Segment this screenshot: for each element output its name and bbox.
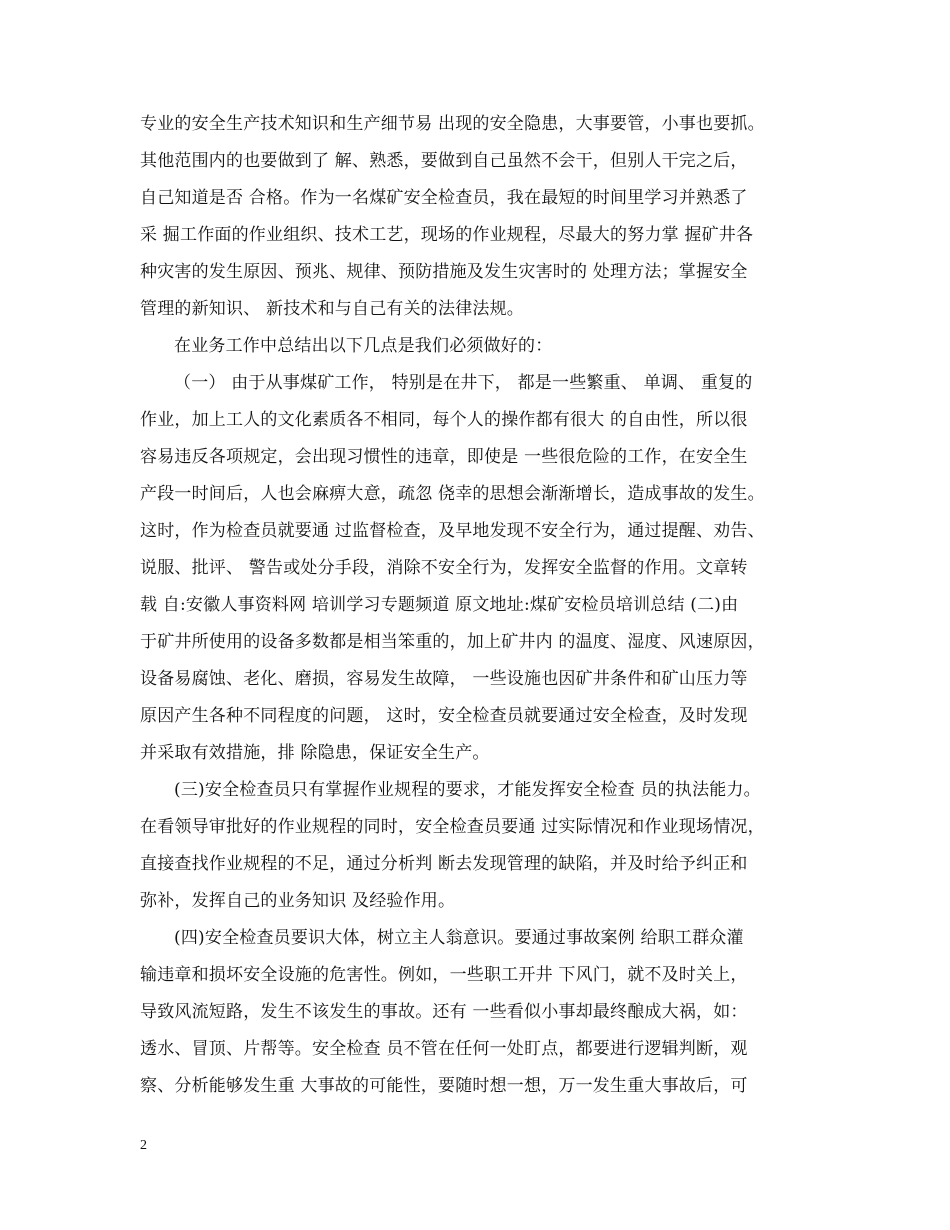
text-line: 种灾害的发生原因、预兆、规律、预防措施及发生灾害时的 处理方法；掌握安全: [140, 262, 748, 282]
text-line: 容易违反各项规定，会出现习惯性的违章，即使是 一些很危险的工作，在安全生: [140, 447, 748, 467]
text-line: 在业务工作中总结出以下几点是我们必须做好的：: [174, 336, 553, 356]
text-line: 设备易腐蚀、老化、磨损，容易发生故障， 一些设施也因矿井条件和矿山压力等: [140, 669, 748, 689]
text-line: 输违章和损坏安全设施的危害性。例如，一些职工开井 下风门，就不及时关上，: [140, 965, 748, 985]
text-line: 说服、批评、 警告或处分手段，消除不安全行为，发挥安全监督的作用。文章转: [140, 558, 748, 578]
text-line: 管理的新知识、 新技术和与自己有关的法律法规。: [140, 299, 525, 319]
text-line: 于矿井所使用的设备多数都是相当笨重的，加上矿井内 的温度、湿度、风速原因，: [140, 632, 765, 652]
text-line: 其他范围内的也要做到了 解、熟悉，要做到自己虽然不会干，但别人干完之后，: [140, 151, 748, 171]
text-line: (四)安全检查员要识大体，树立主人翁意识。要通过事故案例 给职工群众灌: [174, 928, 744, 948]
text-line: 自己知道是否 合格。作为一名煤矿安全检查员，我在最短的时间里学习并熟悉了: [140, 188, 748, 208]
page-number: 2: [140, 1138, 147, 1153]
text-line: 这时，作为检查员就要通 过监督检查，及早地发现不安全行为，通过提醒、劝告、: [140, 521, 765, 541]
text-line: 并采取有效措施，排 除隐患，保证安全生产。: [140, 743, 490, 763]
text-line: 直接查找作业规程的不足，通过分析判 断去发现管理的缺陷，并及时给予纠正和: [140, 854, 748, 874]
text-line: 载 自:安徽人事资料网 培训学习专题频道 原文地址:煤矿安检员培训总结 (二)由: [140, 595, 739, 615]
text-line: 作业，加上工人的文化素质各不相同，每个人的操作都有很大 的自由性，所以很: [140, 410, 748, 430]
text-line: 产段一时间后，人也会麻痹大意，疏忽 侥幸的思想会渐渐增长，造成事故的发生。: [140, 484, 765, 504]
text-line: 察、分析能够发生重 大事故的可能性，要随时想一想，万一发生重大事故后，可: [140, 1076, 748, 1096]
text-line: 专业的安全生产技术知识和生产细节易 出现的安全隐患，大事要管，小事也要抓。: [140, 114, 765, 134]
text-line: 弥补，发挥自己的业务知识 及经验作用。: [140, 891, 456, 911]
text-line: 采 掘工作面的作业组织、技术工艺，现场的作业规程，尽最大的努力掌 握矿井各: [140, 225, 754, 245]
text-line: （一） 由于从事煤矿工作， 特别是在井下， 都是一些繁重、 单调、 重复的: [174, 373, 753, 393]
text-line: 导致风流短路，发生不该发生的事故。还有 一些看似小事却最终酿成大祸，如：: [140, 1002, 748, 1022]
text-line: (三)安全检查员只有掌握作业规程的要求，才能发挥安全检查 员的执法能力。: [174, 780, 761, 800]
text-line: 透水、冒顶、片帮等。安全检查 员不管在任何一处盯点，都要进行逻辑判断，观: [140, 1039, 748, 1059]
text-line: 在看领导审批好的作业规程的同时，安全检查员要通 过实际情况和作业现场情况，: [140, 817, 765, 837]
text-line: 原因产生各种不同程度的问题， 这时，安全检查员就要通过安全检查，及时发现: [140, 706, 748, 726]
